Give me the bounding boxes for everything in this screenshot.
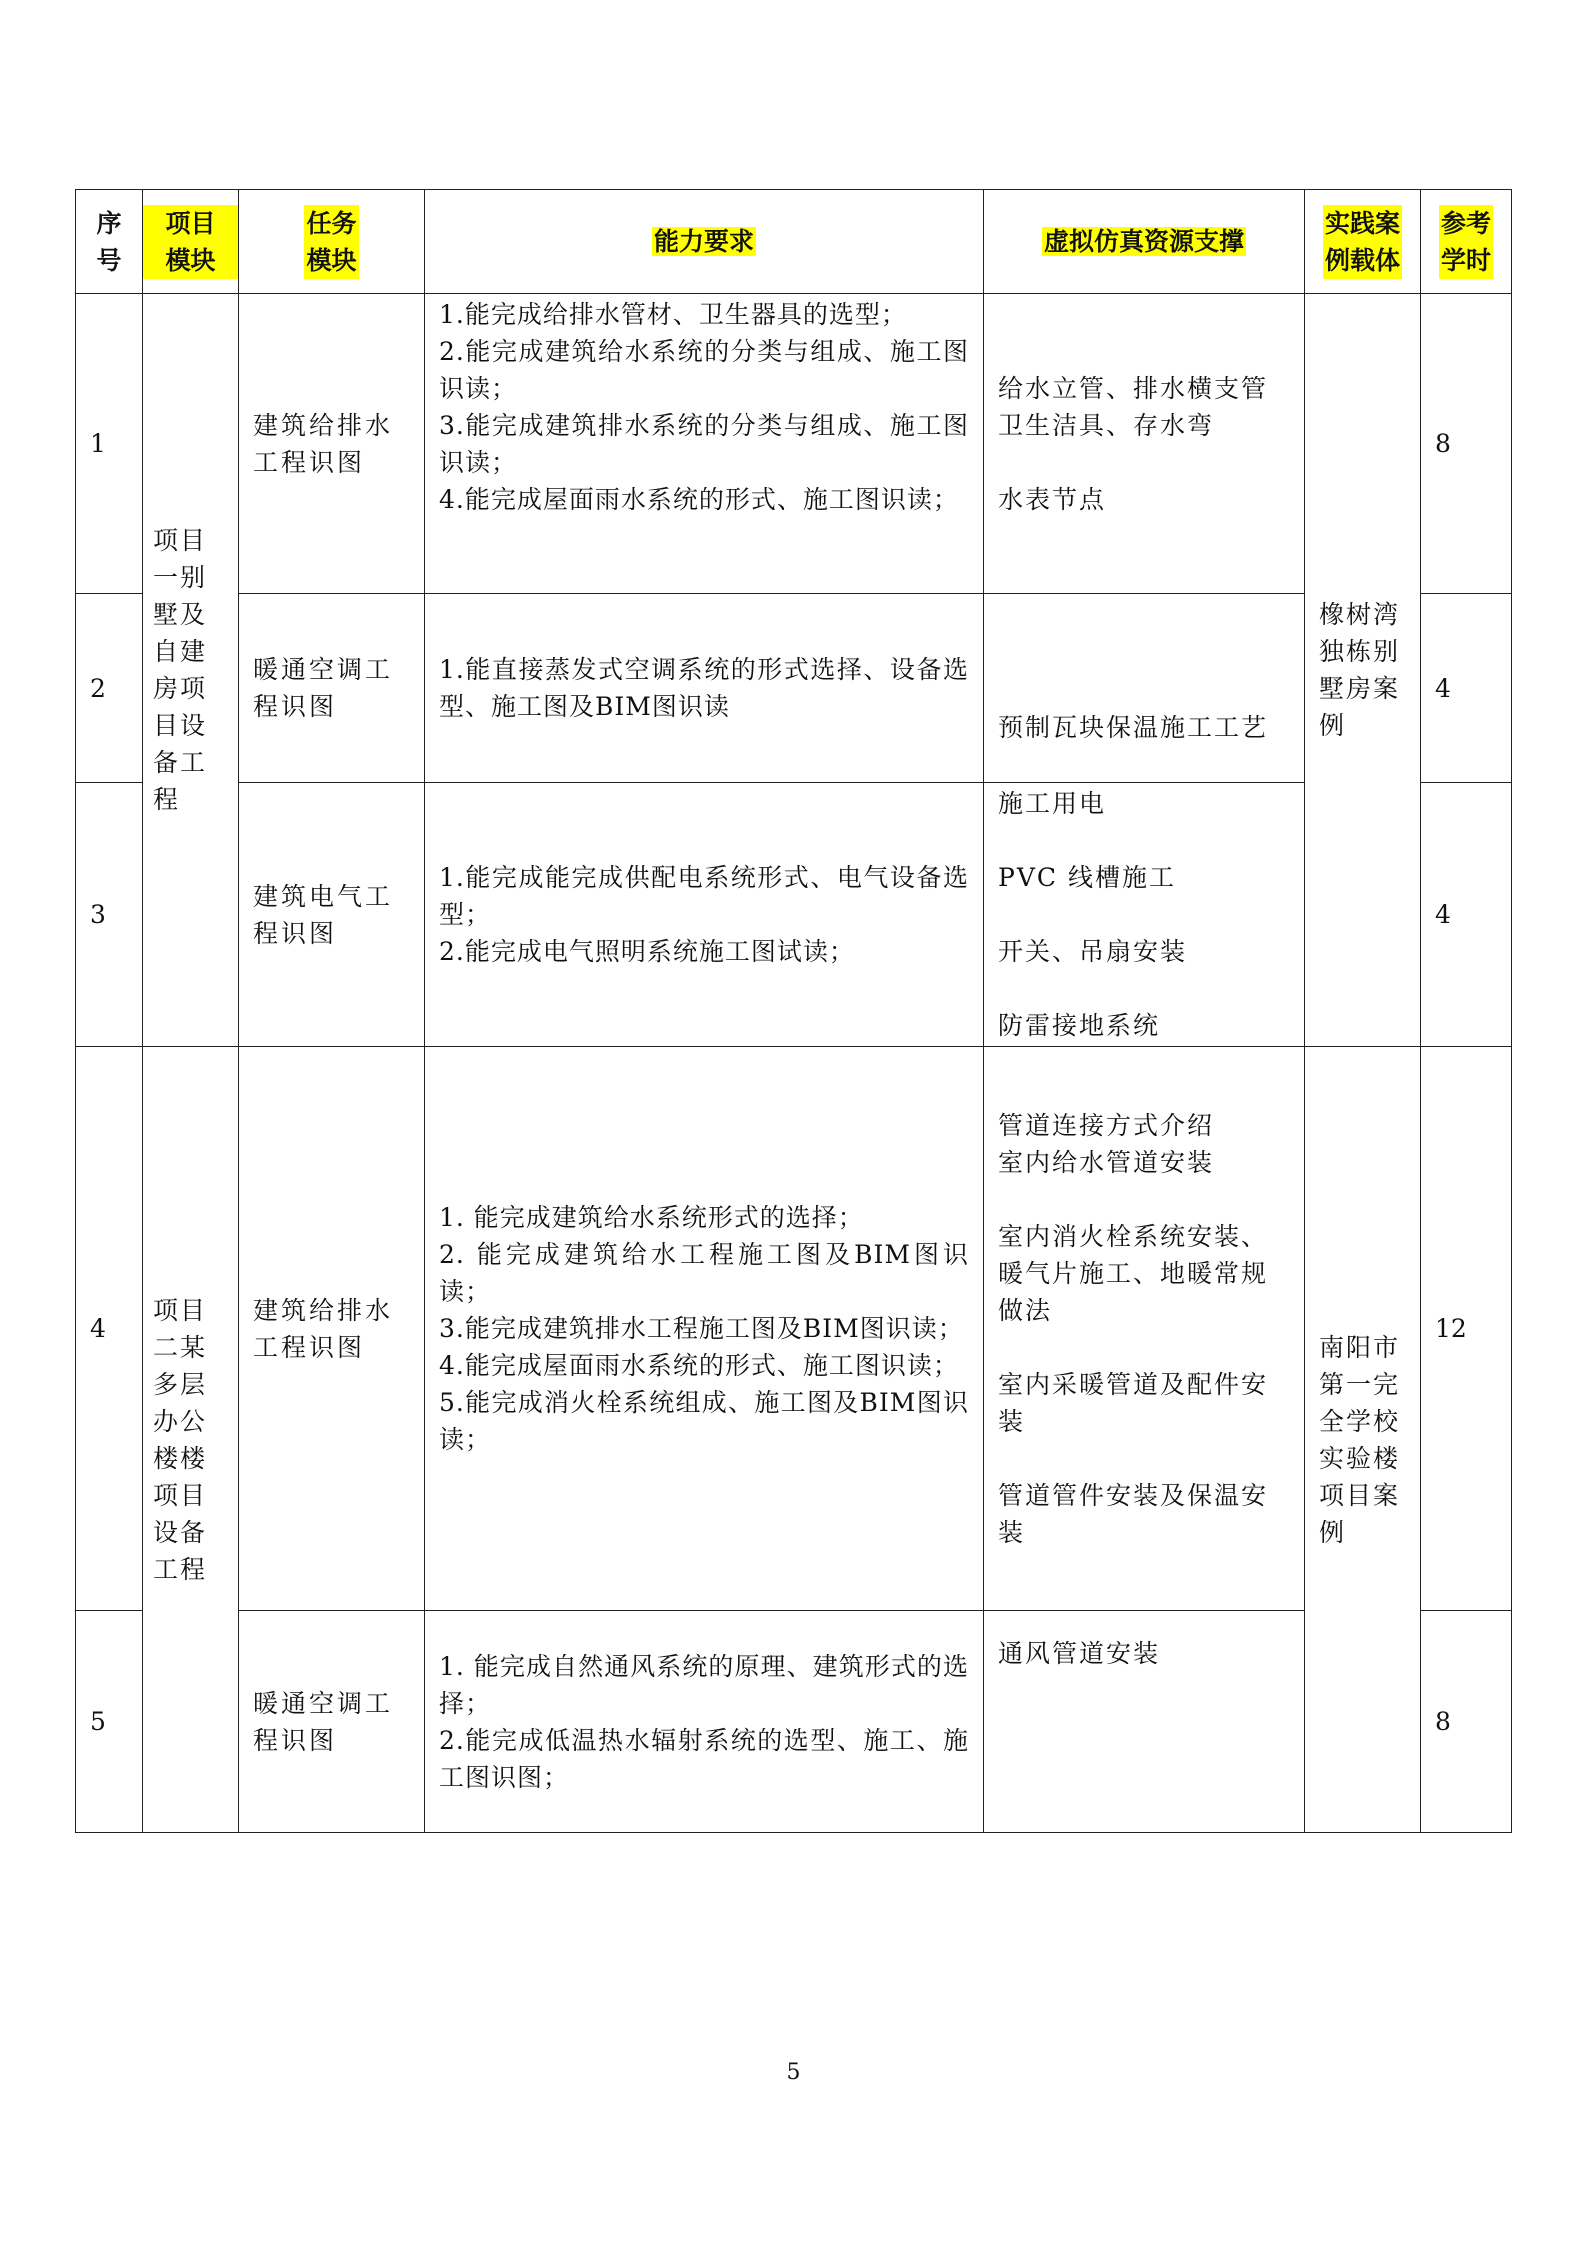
resource-item: 室内采暖管道及配件安装 [998,1369,1269,1436]
ability-item: 3.能完成建筑排水工程施工图及BIM图识读； [439,1314,964,1343]
table-row [76,1047,1512,1611]
ability-item: 2. 能完成建筑给水工程施工图及BIM图识读； [439,1240,969,1306]
ability-cell [425,1047,984,1611]
ability-cell [425,783,984,1047]
table-row [76,294,1512,594]
resource-item: 施工用电 [998,789,1107,818]
header-resource: 虚拟仿真资源支撑 [984,190,1305,294]
practice-case-cell: 南阳市第一完全学校实验楼项目案例 [1305,1047,1421,1833]
resource-item: 通风管道安装 [998,1639,1161,1668]
resource-item: PVC 线槽施工 [998,863,1176,892]
ability-item: 4.能完成屋面雨水系统的形式、施工图识读； [439,1351,959,1380]
header-seq: 序 号 [76,190,143,294]
resource-item: 室内消火栓系统安装、暖气片施工、地暖常规做法 [998,1221,1269,1325]
task-module-cell: 暖通空调工程识图 [239,594,425,783]
ability-item: 1.能完成给排水管材、卫生器具的选型； [439,300,907,329]
task-module-cell: 暖通空调工程识图 [239,1611,425,1833]
header-hours: 参考 学时 [1421,190,1512,294]
task-module-cell: 建筑给排水工程识图 [239,294,425,594]
resource-item: 给水立管、排水横支管 [998,373,1269,403]
ability-item: 3.能完成建筑排水系统的分类与组成、施工图识读； [439,411,969,477]
ability-item: 5.能完成消火栓系统组成、施工图及BIM图识读； [439,1388,969,1454]
ability-item: 2.能完成建筑给水系统的分类与组成、施工图识读； [439,337,969,403]
resource-item: 卫生洁具、存水弯 [998,410,1215,440]
resource-item: 管道连接方式介绍 [998,1110,1215,1140]
header-task: 任务 模块 [239,190,425,294]
task-module-cell: 建筑给排水工程识图 [239,1047,425,1611]
row-seq: 1 [76,294,143,594]
hours-cell: 12 [1421,1047,1512,1611]
resource-item: 水表节点 [998,484,1107,514]
resource-item: 管道管件安装及保温安装 [998,1480,1269,1547]
curriculum-table [75,189,1512,1833]
ability-item: 2.能完成电气照明系统施工图试读； [439,937,855,966]
ability-item: 1.能直接蒸发式空调系统的形式选择、设备选型、施工图及BIM图识读 [439,655,969,721]
row-seq: 2 [76,594,143,783]
ability-item: 4.能完成屋面雨水系统的形式、施工图识读； [439,485,959,514]
ability-item: 2.能完成低温热水辐射系统的选型、施工、施工图识图； [439,1725,969,1792]
header-case: 实践案 例载体 [1305,190,1421,294]
task-module-cell: 建筑电气工程识图 [239,783,425,1047]
resource-cell [984,294,1305,594]
hours-cell: 4 [1421,594,1512,783]
ability-cell [425,1611,984,1833]
hours-cell: 4 [1421,783,1512,1047]
table-row [76,594,1512,783]
row-seq: 5 [76,1611,143,1833]
resource-item: 室内给水管道安装 [998,1147,1215,1177]
header-ability: 能力要求 [425,190,984,294]
project-module-cell: 项目一别墅及自建房项目设备工程 [143,294,239,1047]
table-row [76,783,1512,1047]
resource-cell [984,594,1305,783]
row-seq: 3 [76,783,143,1047]
header-project: 项目 模块 [143,190,239,294]
hours-cell: 8 [1421,294,1512,594]
ability-cell [425,294,984,594]
hours-cell: 8 [1421,1611,1512,1833]
resource-cell [984,783,1305,1047]
resource-cell [984,1611,1305,1833]
ability-item: 1. 能完成建筑给水系统形式的选择； [439,1203,864,1232]
resource-item: 防雷接地系统 [998,1011,1161,1040]
page-number: 5 [786,2060,801,2085]
resource-item: 预制瓦块保温施工工艺 [998,713,1269,742]
resource-item: 开关、吊扇安装 [998,937,1188,966]
row-seq: 4 [76,1047,143,1611]
table-row [76,1611,1512,1833]
ability-item: 1.能完成能完成供配电系统形式、电气设备选型； [439,863,969,929]
header-row [76,190,1512,294]
practice-case-cell: 橡树湾独栋别墅房案例 [1305,294,1421,1047]
project-module-cell: 项目二某多层办公楼楼项目设备工程 [143,1047,239,1833]
resource-cell [984,1047,1305,1611]
ability-cell [425,594,984,783]
ability-item: 1. 能完成自然通风系统的原理、建筑形式的选择； [439,1651,969,1718]
